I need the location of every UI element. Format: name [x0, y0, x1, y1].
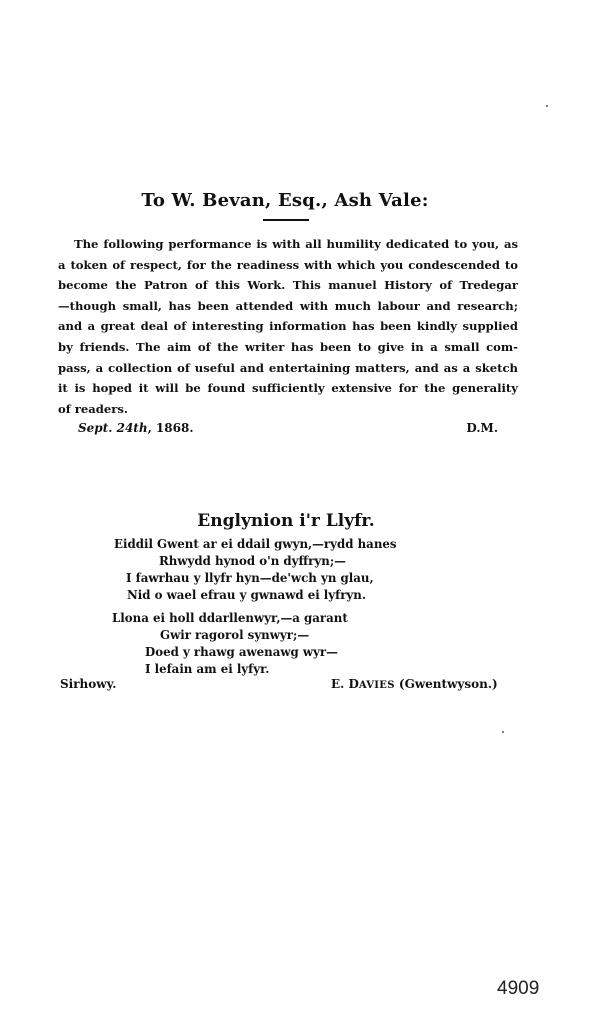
- dedication-line: of readers.: [58, 401, 128, 416]
- dedication-initials: D.M.: [466, 421, 498, 435]
- dedication-line: —though small, has been attended with much labour and research;: [58, 298, 518, 313]
- poem-line: I lefain am ei lyfyr.: [145, 662, 270, 676]
- date-day: Sept. 24th: [78, 421, 148, 435]
- dedication-body: [58, 234, 518, 419]
- poem-author: [331, 677, 498, 691]
- poem-line: Rhwydd hynod o'n dyffryn;—: [159, 554, 346, 568]
- dedication-line: and a great deal of interesting information has been kindly supplied: [58, 319, 518, 334]
- paper-speck: [546, 105, 548, 107]
- dedication-line: become the Patron of this Work. This manuel History of Tredegar: [58, 278, 518, 293]
- poem-line: Llona ei holl ddarllenwyr,—a garant: [112, 611, 348, 625]
- dedication-line: it is hoped it will be found sufficiently extensive for the generality: [58, 381, 518, 396]
- dedication-line: pass, a collection of useful and entertaining matters, and as a sketch: [58, 360, 518, 375]
- poem-title: Englynion i'r Llyfr.: [197, 511, 375, 531]
- poem-line: Eiddil Gwent ar ei ddail gwyn,—rydd hanes: [114, 537, 397, 551]
- page-number: 4909: [497, 978, 540, 999]
- author-surname: AVIES: [358, 680, 395, 691]
- dedication-line: by friends. The aim of the writer has been to give in a small com-: [58, 339, 518, 354]
- dedication-date: [78, 421, 194, 435]
- author-initial: E. D: [331, 677, 359, 691]
- poem-line: Gwir ragorol synwyr;—: [160, 628, 310, 642]
- paper-speck: [502, 731, 504, 733]
- poem-line: I fawrhau y llyfr hyn—de'wch yn glau,: [126, 571, 374, 585]
- dedication-title: To W. Bevan, Esq., Ash Vale:: [141, 190, 429, 211]
- title-rule: [263, 219, 309, 221]
- author-bardic-name: (Gwentwyson.): [394, 677, 498, 691]
- poem-line: Nid o wael efrau y gwnawd ei lyfryn.: [127, 588, 366, 602]
- dedication-line: The following performance is with all humility dedicated to you, as: [74, 237, 518, 251]
- poem-place: Sirhowy.: [60, 677, 117, 691]
- poem-line: Doed y rhawg awenawg wyr—: [145, 645, 338, 659]
- dedication-line: a token of respect, for the readiness with which you condescended to: [58, 257, 518, 272]
- date-year: , 1868.: [147, 421, 194, 435]
